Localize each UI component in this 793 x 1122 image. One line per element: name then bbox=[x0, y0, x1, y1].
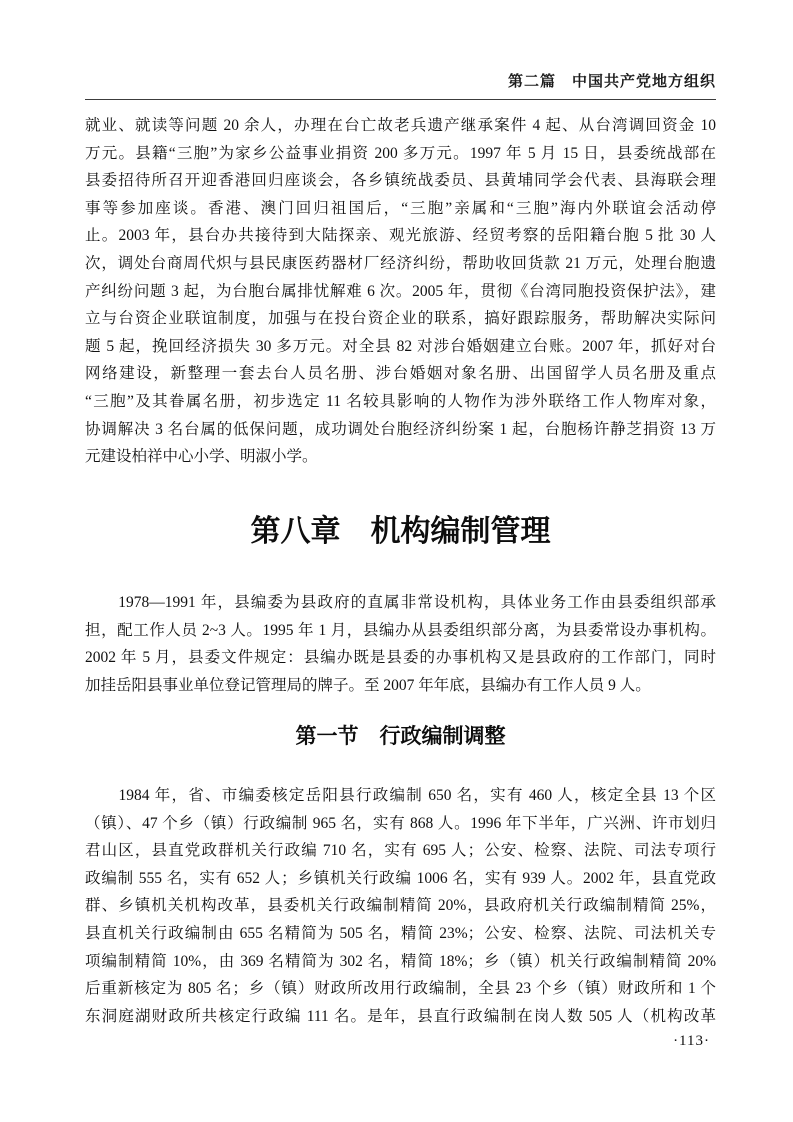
text-line: 产纠纷问题 3 起，为台胞台属排忧解难 6 次。2005 年，贯彻《台湾同胞投资保护法》，建 bbox=[85, 282, 716, 300]
text-line: 项编制精简 10%，由 369 名精简为 302 名，精简 18%；乡（镇）机关行政编制精简 20% bbox=[85, 952, 716, 970]
chapter-title: 第八章 机构编制管理 bbox=[250, 515, 551, 548]
text-line: 政编制 555 名，实有 652 人；乡镇机关行政编 1006 名，实有 939 人。2002 年，县直党政 bbox=[85, 869, 716, 887]
text-line: 东洞庭湖财政所共核定行政编 111 名。是年，县直行政编制在岗人数 505 人（机构改革 bbox=[85, 1007, 716, 1025]
text-line: 1978—1991 年，县编委为县政府的直属非常设机构，具体业务工作由县委组织部承 bbox=[85, 594, 716, 611]
text-line: 群、乡镇机关机构改革，县委机关行政编制精简 20%，县政府机关行政编制精简 25%， bbox=[85, 897, 716, 915]
text-line: （镇）、47 个乡（镇）行政编制 965 名，实有 868 人。1996 年下半年，广兴洲、许市划归 bbox=[85, 814, 716, 832]
header-rule bbox=[85, 99, 716, 100]
text-line: 止。2003 年，县台办共接待到大陆探亲、观光旅游、经贸考察的岳阳籍台胞 5 批 30 人 bbox=[85, 227, 716, 245]
paragraph-bianban-history bbox=[85, 589, 716, 699]
paragraph-administrative-staffing bbox=[85, 782, 716, 1030]
text-line: 万元。县籍“三胞”为家乡公益事业捐资 200 多万元。1997 年 5 月 15 日，县委统战部在 bbox=[85, 144, 716, 162]
running-header: 第二篇 中国共产党地方组织 bbox=[507, 73, 716, 90]
text-line: 君山区，县直党政群机关行政编 710 名，实有 695 人；公安、检察、法院、司法专项行 bbox=[85, 842, 716, 860]
text-line: 2002 年 5 月，县委文件规定：县编办既是县委的办事机构又是县政府的工作部门，同时 bbox=[85, 649, 716, 667]
text-line: 立与台资企业联谊制度，加强与在投台资企业的联系，搞好跟踪服务，帮助解决实际问 bbox=[85, 310, 716, 328]
text-line: 担，配工作人员 2~3 人。1995 年 1 月，县编办从县委组织部分离，为县委常设办事机构。 bbox=[85, 621, 716, 639]
text-line: 1984 年，省、市编委核定岳阳县行政编制 650 名，实有 460 人，核定全县 13 个区 bbox=[85, 787, 716, 804]
text-line: 次，调处台商周代炽与县民康医药器材厂经济纠纷，帮助收回货款 21 万元，处理台胞遗 bbox=[85, 254, 716, 272]
text-line: 协调解决 3 名台属的低保问题，成功调处台胞经济纠纷案 1 起，台胞杨许静芝捐资 13 万 bbox=[85, 420, 716, 438]
text-line: 事等参加座谈。香港、澳门回归祖国后，“三胞”亲属和“三胞”海内外联谊会活动停 bbox=[85, 199, 716, 217]
paragraph-taiwan-affairs-continuation bbox=[85, 112, 716, 471]
page-number: ·113· bbox=[673, 1033, 710, 1049]
text-line: 县委招待所召开迎香港回归座谈会，各乡镇统战委员、县黄埔同学会代表、县海联会理 bbox=[85, 172, 716, 190]
text-line: 后重新核定为 805 名；乡（镇）财政所改用行政编制，全县 23 个乡（镇）财政所和 1 个 bbox=[85, 980, 716, 998]
text-line: 就业、就读等问题 20 余人，办理在台亡故老兵遗产继承案件 4 起、从台湾调回资金 10 bbox=[85, 117, 716, 134]
text-line: 县直机关行政编制由 655 名精简为 505 名，精简 23%；公安、检察、法院、司法机关专 bbox=[85, 924, 716, 942]
text-line: 加挂岳阳县事业单位登记管理局的牌子。至 2007 年年底，县编办有工作人员 9 人。 bbox=[85, 676, 651, 694]
text-line: 网络建设，新整理一套去台人员名册、涉台婚姻对象名册、出国留学人员名册及重点 bbox=[85, 365, 716, 383]
text-line: 题 5 起，挽回经济损失 30 多万元。对全县 82 对涉台婚姻建立台账。2007 年，抓好对台 bbox=[85, 337, 716, 355]
text-line: “三胞”及其眷属名册，初步选定 11 名较具影响的人物作为涉外联络工作人物库对象， bbox=[85, 392, 716, 410]
section-title: 第一节 行政编制调整 bbox=[295, 725, 506, 748]
text-line: 元建设柏祥中心小学、明淑小学。 bbox=[85, 448, 318, 466]
